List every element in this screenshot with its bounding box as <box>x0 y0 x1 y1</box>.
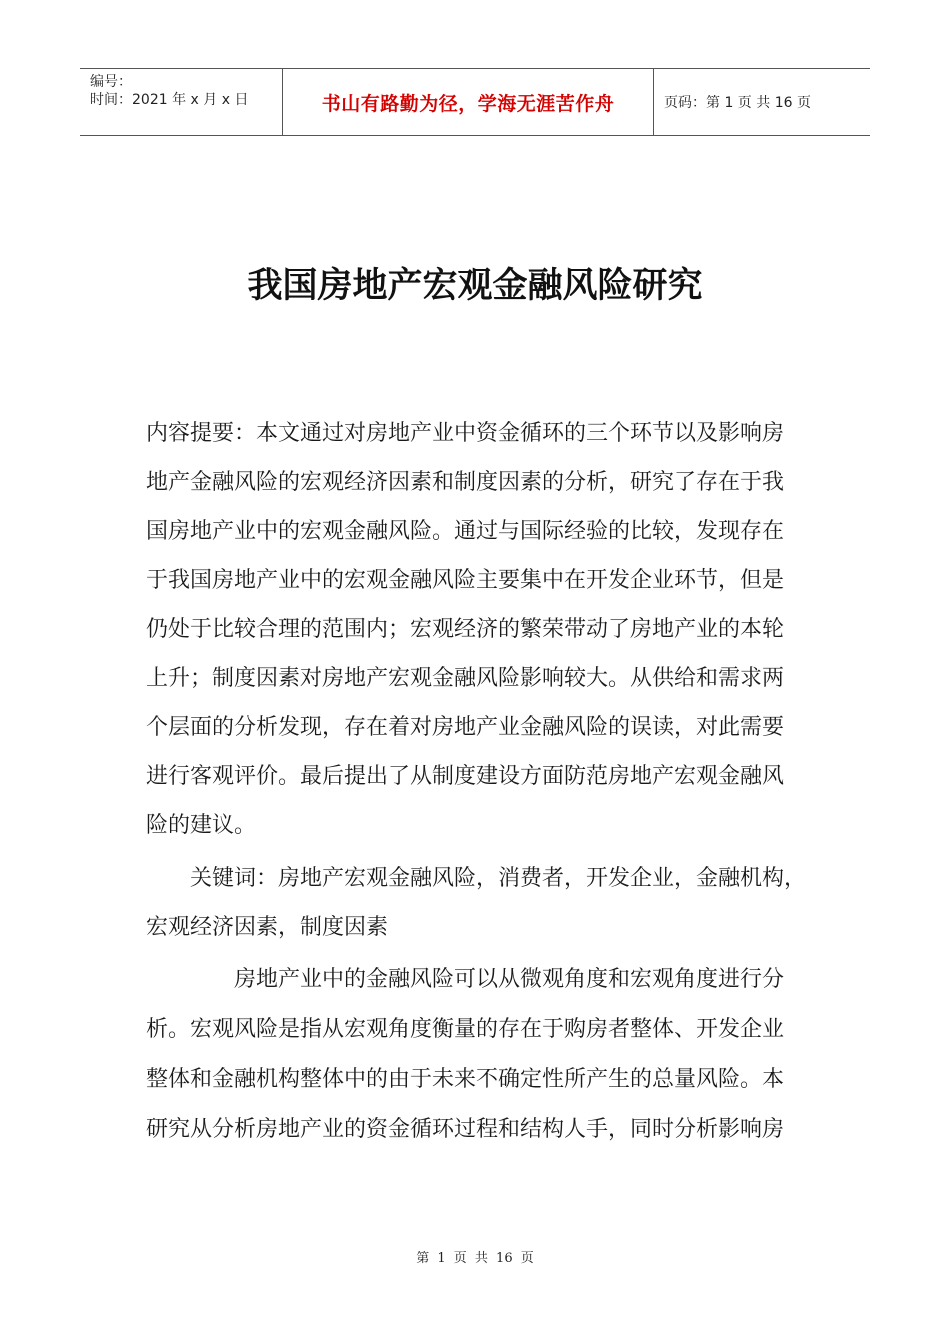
header-motto-cell <box>282 69 654 135</box>
keywords-line: 关键词：房地产宏观金融风险，消费者，开发企业，金融机构， <box>190 866 807 891</box>
number-label: 编号： <box>90 74 132 90</box>
abstract-line: 于我国房地产业中的宏观金融风险主要集中在开发企业环节，但是 <box>146 568 785 593</box>
body-line: 整体和金融机构整体中的由于未来不确定性所产生的总量风险。本 <box>146 1067 785 1092</box>
document-title: 我国房地产宏观金融风险研究 <box>247 265 703 306</box>
document-header <box>80 68 870 136</box>
body-line: 析。宏观风险是指从宏观角度衡量的存在于购房者整体、开发企业 <box>146 1017 785 1042</box>
page-info: 页码：第 1 页 共 16 页 <box>664 95 811 111</box>
abstract-line: 个层面的分析发现，存在着对房地产业金融风险的误读，对此需要 <box>146 715 785 740</box>
abstract-line: 国房地产业中的宏观金融风险。通过与国际经验的比较，发现存在 <box>146 519 785 544</box>
time-label: 时间：2021 年 x 月 x 日 <box>90 92 249 108</box>
header-page-info-cell <box>654 69 870 135</box>
footer-page-number: 第 1 页 共 16 页 <box>416 1251 534 1266</box>
motto-text: 书山有路勤为径，学海无涯苦作舟 <box>321 92 615 115</box>
abstract-line: 险的建议。 <box>146 813 257 838</box>
keywords-line: 宏观经济因素，制度因素 <box>146 915 389 940</box>
abstract-line: 地产金融风险的宏观经济因素和制度因素的分析，研究了存在于我 <box>146 470 785 495</box>
header-meta <box>80 69 282 135</box>
abstract-line: 仍处于比较合理的范围内；宏观经济的繁荣带动了房地产业的本轮 <box>146 617 785 642</box>
body-line: 研究从分析房地产业的资金循环过程和结构人手，同时分析影响房 <box>146 1117 785 1142</box>
abstract-line: 进行客观评价。最后提出了从制度建设方面防范房地产宏观金融风 <box>146 764 785 789</box>
abstract-line: 上升；制度因素对房地产宏观金融风险影响较大。从供给和需求两 <box>146 666 785 691</box>
abstract-line: 内容提要：本文通过对房地产业中资金循环的三个环节以及影响房 <box>146 421 785 446</box>
body-line: 房地产业中的金融风险可以从微观角度和宏观角度进行分 <box>234 967 785 992</box>
